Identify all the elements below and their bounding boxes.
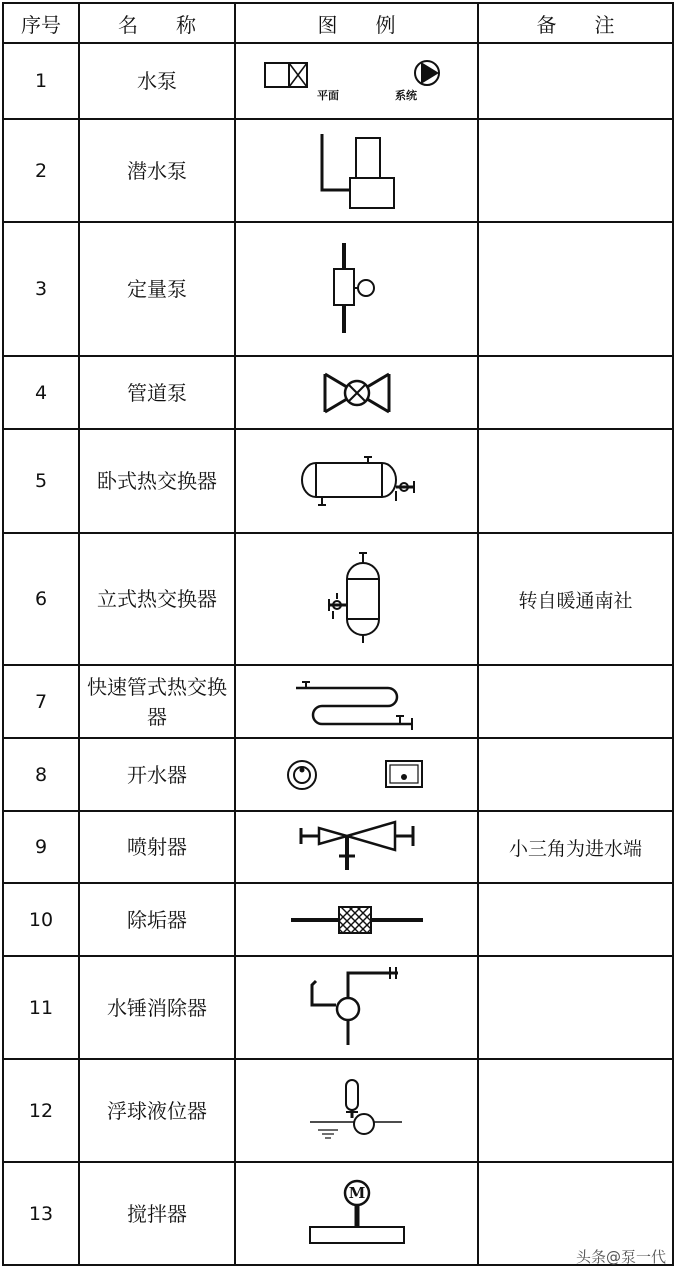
row-note xyxy=(478,883,673,956)
row-name: 喷射器 xyxy=(79,811,235,883)
row-name: 卧式热交换器 xyxy=(79,429,235,533)
pipeline-pump-symbol xyxy=(321,370,393,416)
row-index: 2 xyxy=(3,119,79,222)
symbol-cell xyxy=(235,883,478,956)
symbol-cell xyxy=(235,811,478,883)
symbol-cell xyxy=(235,738,478,811)
row-index: 11 xyxy=(3,956,79,1059)
ejector-symbol xyxy=(295,818,419,876)
row-index: 4 xyxy=(3,356,79,429)
descaler-symbol xyxy=(289,903,425,937)
row-index: 13 xyxy=(3,1162,79,1265)
table-row xyxy=(3,1059,673,1162)
symbol-cell xyxy=(235,533,478,665)
table-row xyxy=(3,811,673,883)
row-name: 立式热交换器 xyxy=(79,533,235,665)
symbol-cell xyxy=(235,1059,478,1162)
row-name: 水锤消除器 xyxy=(79,956,235,1059)
submersible-pump-symbol xyxy=(312,128,402,214)
agitator-symbol xyxy=(302,1177,412,1251)
plan-label: 平面 xyxy=(316,89,339,102)
row-note xyxy=(478,222,673,356)
row-index: 3 xyxy=(3,222,79,356)
symbol-cell xyxy=(235,356,478,429)
header-name: 名 称 xyxy=(79,3,235,43)
fast-tube-heat-exchanger-symbol xyxy=(292,676,422,728)
table-row xyxy=(3,956,673,1059)
symbol-cell xyxy=(235,222,478,356)
row-note xyxy=(478,956,673,1059)
row-index: 5 xyxy=(3,429,79,533)
row-note: 小三角为进水端 xyxy=(478,811,673,883)
row-name: 浮球液位器 xyxy=(79,1059,235,1162)
symbol-cell xyxy=(235,956,478,1059)
header-note: 备 注 xyxy=(478,3,673,43)
metering-pump-symbol xyxy=(322,239,392,339)
table-row xyxy=(3,222,673,356)
symbol-cell xyxy=(235,429,478,533)
row-name: 水泵 xyxy=(79,43,235,119)
header-row xyxy=(3,3,673,43)
row-note xyxy=(478,1059,673,1162)
water-pump-symbol xyxy=(257,53,457,109)
table-row xyxy=(3,119,673,222)
symbol-cell xyxy=(235,119,478,222)
row-index: 10 xyxy=(3,883,79,956)
water-hammer-arrester-symbol xyxy=(302,967,412,1049)
row-name: 快速管式热交换器 xyxy=(79,665,235,738)
row-index: 9 xyxy=(3,811,79,883)
table-row xyxy=(3,43,673,119)
row-note xyxy=(478,665,673,738)
table-row xyxy=(3,738,673,811)
row-index: 12 xyxy=(3,1059,79,1162)
table-row xyxy=(3,429,673,533)
system-label: 系统 xyxy=(394,89,417,102)
legend-table xyxy=(2,2,674,1266)
horizontal-heat-exchanger-symbol xyxy=(292,449,422,513)
row-name: 开水器 xyxy=(79,738,235,811)
water-boiler-symbol xyxy=(282,755,432,795)
table-row xyxy=(3,533,673,665)
row-note xyxy=(478,738,673,811)
row-index: 6 xyxy=(3,533,79,665)
row-index: 1 xyxy=(3,43,79,119)
row-note xyxy=(478,356,673,429)
row-name: 管道泵 xyxy=(79,356,235,429)
table-row xyxy=(3,665,673,738)
symbol-cell xyxy=(235,43,478,119)
symbol-cell xyxy=(235,665,478,738)
table-row xyxy=(3,883,673,956)
row-name: 除垢器 xyxy=(79,883,235,956)
row-name: 潜水泵 xyxy=(79,119,235,222)
row-index: 8 xyxy=(3,738,79,811)
vertical-heat-exchanger-symbol xyxy=(317,549,397,649)
row-name: 搅拌器 xyxy=(79,1162,235,1265)
table-row xyxy=(3,1162,673,1265)
header-index: 序号 xyxy=(3,3,79,43)
row-note xyxy=(478,119,673,222)
table-row xyxy=(3,356,673,429)
float-level-gauge-symbol xyxy=(302,1074,412,1148)
row-note: 转自暖通南社 xyxy=(478,533,673,665)
row-note xyxy=(478,43,673,119)
motor-label: M xyxy=(348,1183,365,1202)
row-name: 定量泵 xyxy=(79,222,235,356)
row-note xyxy=(478,429,673,533)
watermark: 头条@泵一代 xyxy=(575,1248,666,1266)
header-legend: 图 例 xyxy=(235,3,478,43)
symbol-cell xyxy=(235,1162,478,1265)
row-index: 7 xyxy=(3,665,79,738)
